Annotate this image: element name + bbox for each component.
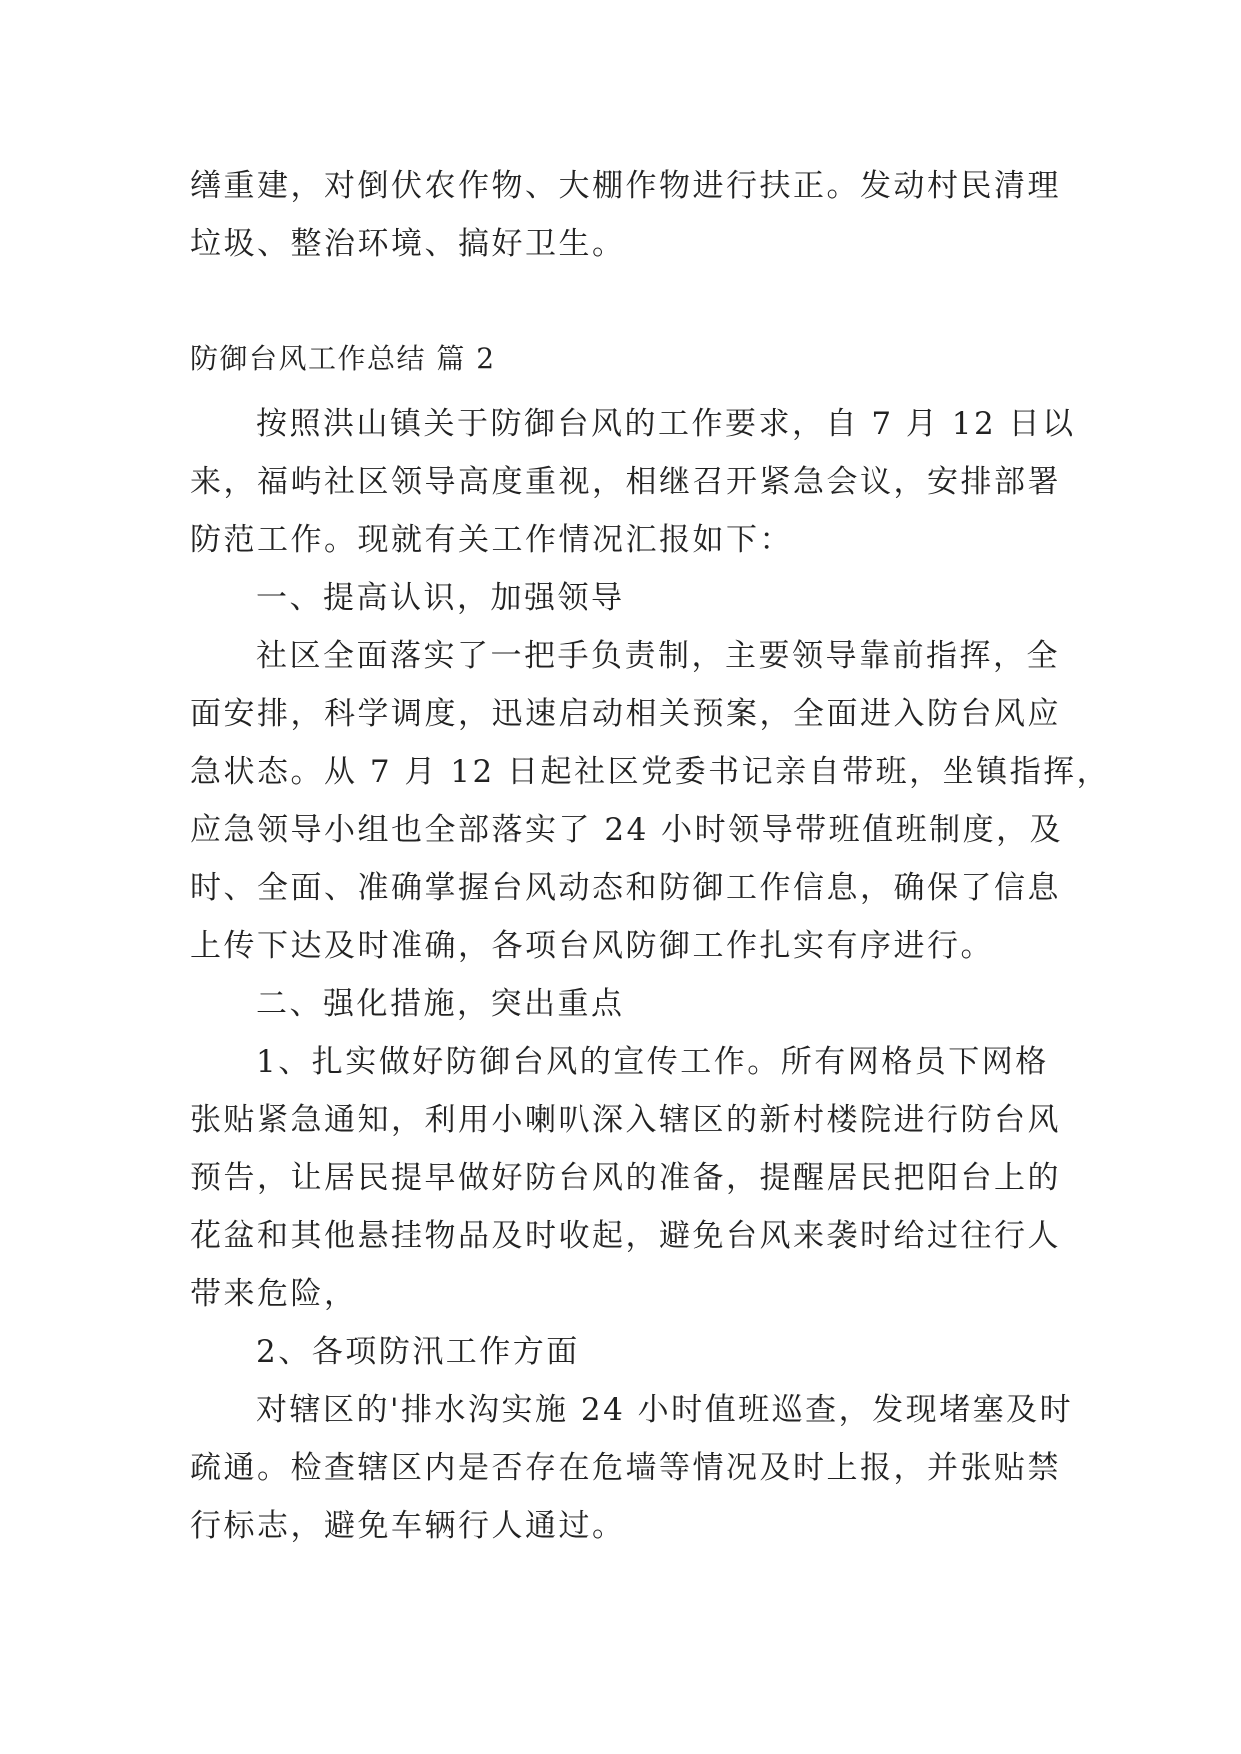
paragraph-line: 一、提高认识，加强领导 (256, 580, 625, 616)
paragraph-line: 时、全面、准确掌握台风动态和防御工作信息，确保了信息 (190, 870, 1061, 906)
paragraph-line: 按照洪山镇关于防御台风的工作要求，自 7 月 12 日以 (256, 406, 1076, 442)
paragraph-line: 行标志，避免车辆行人通过。 (190, 1508, 626, 1544)
paragraph-line: 二、强化措施，突出重点 (256, 986, 625, 1022)
paragraph-line: 急状态。从 7 月 12 日起社区党委书记亲自带班，坐镇指挥， (190, 754, 1111, 790)
paragraph-line: 带来危险， (190, 1276, 358, 1312)
paragraph-line: 面安排，科学调度，迅速启动相关预案，全面进入防台风应 (190, 696, 1061, 732)
body-text (190, 395, 1111, 1555)
paragraph-line: 应急领导小组也全部落实了 24 小时领导带班值班制度，及 (190, 812, 1064, 848)
paragraph-line: 缮重建，对倒伏农作物、大棚作物进行扶正。发动村民清理 (190, 168, 1061, 204)
paragraph-line: 2、各项防汛工作方面 (256, 1334, 580, 1370)
paragraph-line: 防范工作。现就有关工作情况汇报如下： (190, 522, 793, 558)
paragraph-line: 上传下达及时准确，各项台风防御工作扎实有序进行。 (190, 928, 994, 964)
paragraph-line: 社区全面落实了一把手负责制，主要领导靠前指挥，全 (256, 638, 1060, 674)
paragraph-line: 花盆和其他悬挂物品及时收起，避免台风来袭时给过往行人 (190, 1218, 1061, 1254)
paragraph-line: 对辖区的'排水沟实施 24 小时值班巡查，发现堵塞及时 (256, 1392, 1074, 1428)
section-heading: 防御台风工作总结 篇 2 (190, 342, 496, 375)
paragraph-line: 张贴紧急通知，利用小喇叭深入辖区的新村楼院进行防台风 (190, 1102, 1061, 1138)
paragraph-line: 预告，让居民提早做好防台风的准备，提醒居民把阳台上的 (190, 1160, 1061, 1196)
paragraph-line: 来，福屿社区领导高度重视，相继召开紧急会议，安排部署 (190, 464, 1061, 500)
paragraph-line: 疏通。检查辖区内是否存在危墙等情况及时上报，并张贴禁 (190, 1450, 1061, 1486)
top-paragraph (190, 157, 1061, 273)
paragraph-line: 1、扎实做好防御台风的宣传工作。所有网格员下网格 (256, 1044, 1049, 1080)
paragraph-line: 垃圾、整治环境、搞好卫生。 (190, 226, 626, 262)
